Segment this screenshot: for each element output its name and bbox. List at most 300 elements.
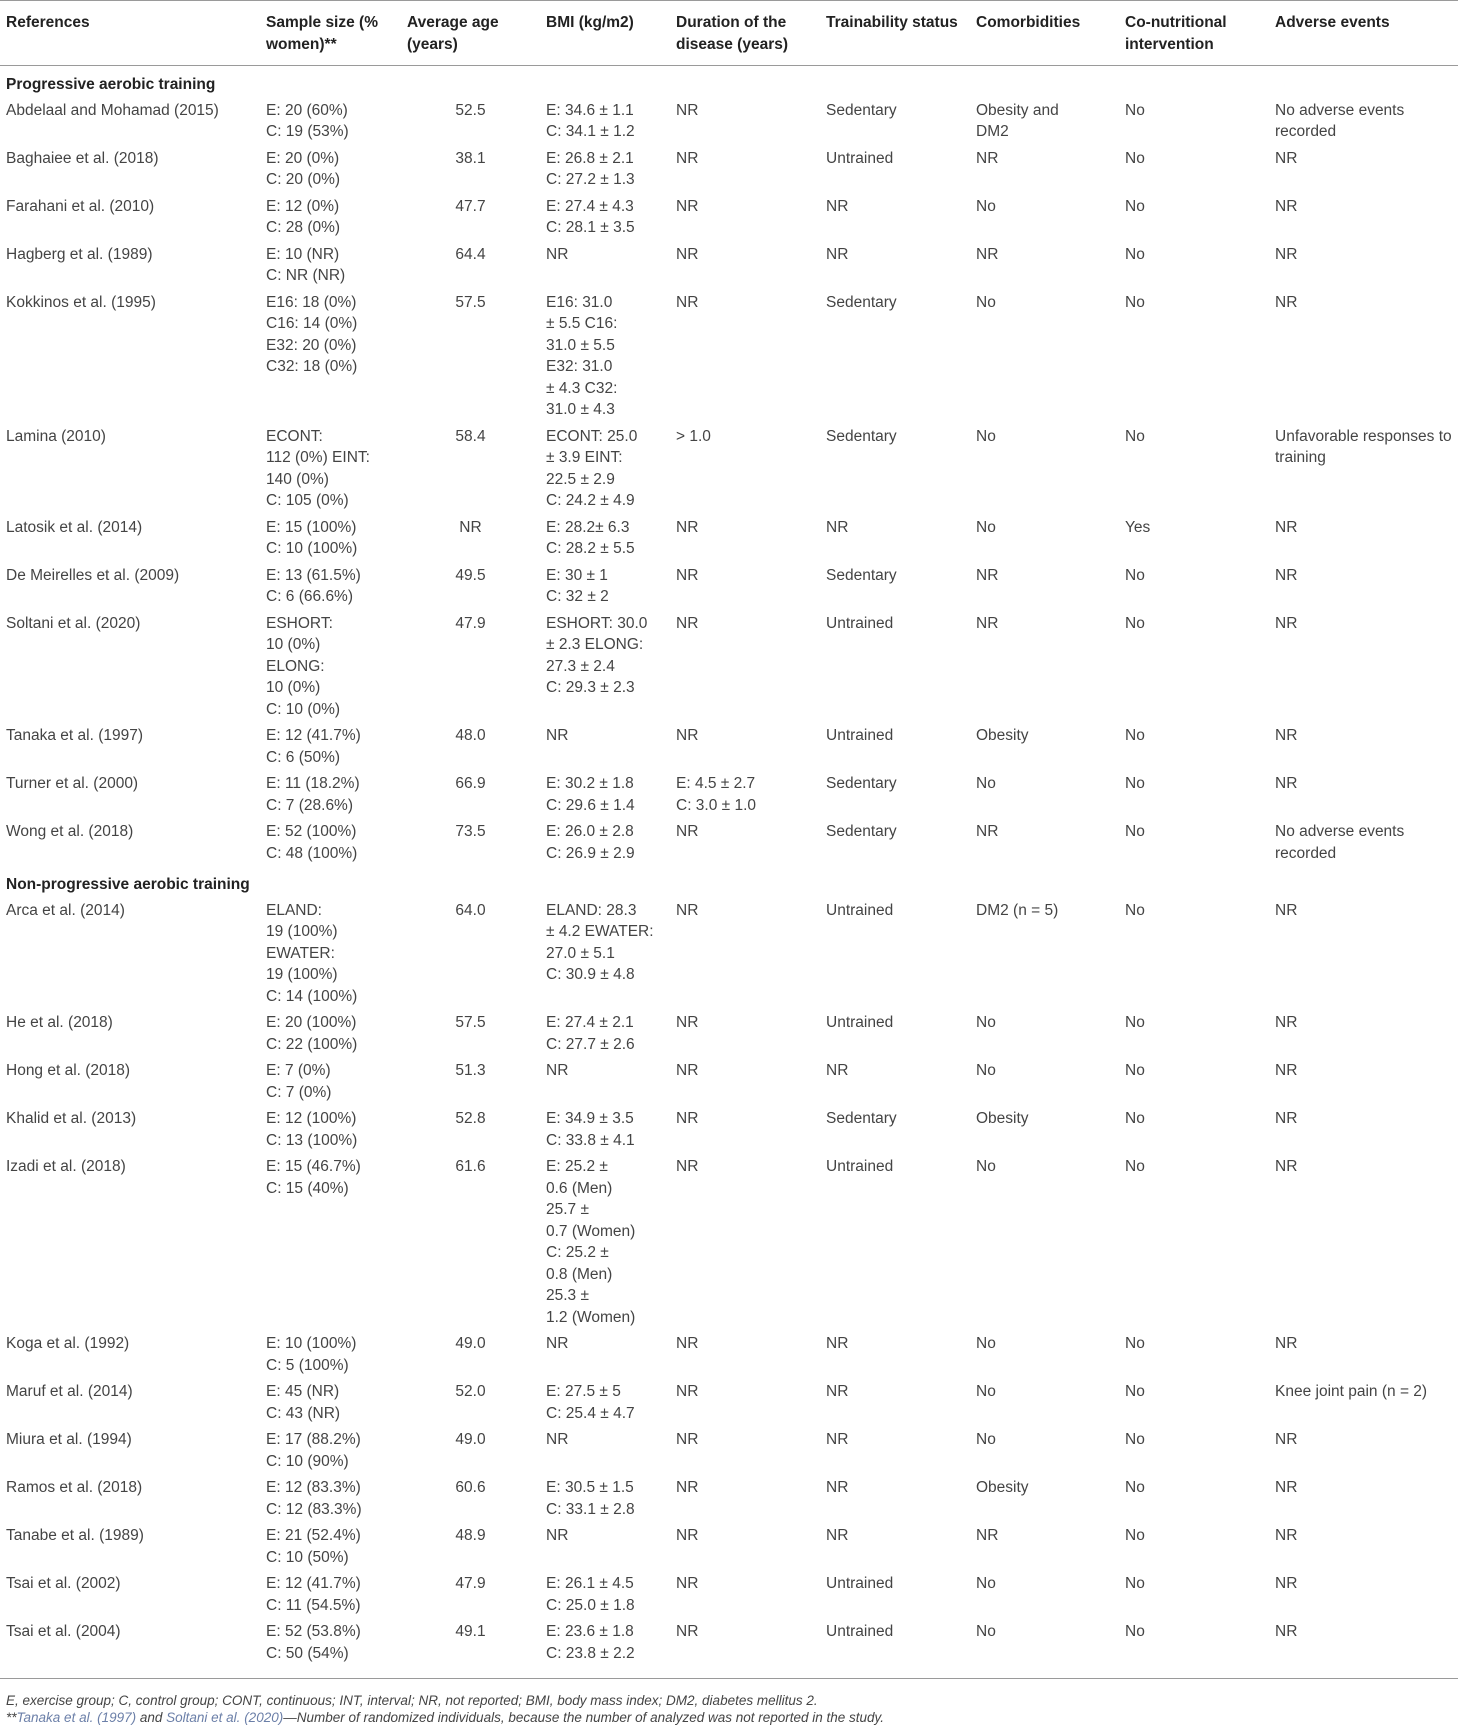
cell-sample-size bbox=[260, 1570, 401, 1618]
cell-co-nutritional: No bbox=[1125, 775, 1145, 792]
cell-trainability: NR bbox=[826, 1062, 849, 1079]
cell-duration-line: NR bbox=[676, 614, 699, 632]
cell-comorbidities-line: DM2 bbox=[976, 123, 1009, 140]
cell-comorbidities-line: No bbox=[976, 197, 996, 215]
cell-reference: Kokkinos et al. (1995) bbox=[6, 293, 156, 311]
table-row bbox=[0, 193, 1458, 241]
cell-average-age: 49.0 bbox=[455, 1335, 486, 1352]
cell-comorbidities-line: No bbox=[976, 1335, 996, 1352]
cell-bmi-line: ± 4.3 C32: bbox=[546, 379, 618, 397]
cell-average-age: 38.1 bbox=[455, 149, 486, 167]
cell-bmi-line: E: 27.4 ± 4.3 bbox=[546, 197, 634, 215]
footnote-ref-soltani[interactable]: Soltani et al. (2020) bbox=[166, 1710, 284, 1725]
cell-adverse-events bbox=[1269, 193, 1458, 241]
cell-comorbidities bbox=[970, 97, 1119, 145]
cell-comorbidities-line: No bbox=[976, 1623, 996, 1640]
cell-bmi-line: C: 27.7 ± 2.6 bbox=[546, 1035, 635, 1053]
cell-trainability: Untrained bbox=[826, 1575, 894, 1592]
cell-reference: Lamina (2010) bbox=[6, 427, 106, 445]
cell-reference: Farahani et al. (2010) bbox=[6, 197, 155, 215]
cell-comorbidities-line: NR bbox=[976, 1527, 999, 1544]
cell-adverse-events-line: No adverse events recorded bbox=[1275, 823, 1405, 862]
cell-average-age: 52.5 bbox=[455, 101, 486, 119]
cell-reference: Tanaka et al. (1997) bbox=[6, 727, 144, 744]
cell-sample-size-line: 19 (100%) bbox=[266, 966, 338, 983]
cell-adverse-events-line: NR bbox=[1275, 197, 1298, 215]
cell-duration-line: NR bbox=[676, 197, 699, 215]
cell-sample-size-line: E: 20 (100%) bbox=[266, 1014, 357, 1031]
cell-sample-size bbox=[260, 1618, 401, 1679]
cell-bmi-line: E: 30.5 ± 1.5 bbox=[546, 1479, 634, 1496]
cell-adverse-events bbox=[1269, 1618, 1458, 1679]
cell-trainability: NR bbox=[826, 1431, 849, 1448]
cell-bmi-line: NR bbox=[546, 727, 569, 744]
cell-sample-size-line: C: 6 (66.6%) bbox=[266, 588, 354, 605]
cell-comorbidities bbox=[970, 514, 1119, 562]
cell-sample-size bbox=[260, 1522, 401, 1570]
cell-duration-line: NR bbox=[676, 1527, 699, 1544]
header-comorbidities: Comorbidities bbox=[970, 1, 1119, 66]
cell-bmi-line: 25.3 ± bbox=[546, 1287, 589, 1304]
cell-reference: Tsai et al. (2002) bbox=[6, 1575, 121, 1592]
cell-bmi bbox=[540, 514, 670, 562]
cell-co-nutritional: No bbox=[1125, 614, 1145, 632]
cell-average-age: 52.8 bbox=[455, 1110, 486, 1127]
section-row bbox=[0, 866, 1458, 897]
cell-duration-line: NR bbox=[676, 1062, 699, 1079]
cell-reference: Koga et al. (1992) bbox=[6, 1335, 130, 1352]
cell-duration-line: NR bbox=[676, 1479, 699, 1496]
cell-adverse-events-line: NR bbox=[1275, 1014, 1298, 1031]
cell-sample-size bbox=[260, 1426, 401, 1474]
cell-average-age: 61.6 bbox=[455, 1158, 486, 1175]
cell-reference: Soltani et al. (2020) bbox=[6, 614, 141, 632]
cell-co-nutritional: No bbox=[1125, 293, 1145, 311]
cell-average-age: 64.0 bbox=[455, 901, 486, 919]
cell-trainability: Untrained bbox=[826, 901, 894, 919]
cell-sample-size bbox=[260, 1009, 401, 1057]
cell-bmi-line: 0.7 (Women) bbox=[546, 1222, 636, 1240]
cell-duration bbox=[670, 897, 820, 1010]
cell-bmi bbox=[540, 241, 670, 289]
cell-bmi-line: E: 23.6 ± 1.8 bbox=[546, 1623, 634, 1640]
cell-co-nutritional: No bbox=[1125, 149, 1145, 167]
table-row bbox=[0, 514, 1458, 562]
cell-sample-size-line: C: 48 (100%) bbox=[266, 844, 358, 862]
cell-sample-size-line: E: 12 (0%) bbox=[266, 197, 340, 215]
cell-duration bbox=[670, 562, 820, 610]
cell-bmi-line: 1.2 (Women) bbox=[546, 1308, 636, 1326]
cell-comorbidities-line: No bbox=[976, 1575, 996, 1592]
table-row bbox=[0, 1522, 1458, 1570]
cell-sample-size bbox=[260, 193, 401, 241]
cell-reference: Khalid et al. (2013) bbox=[6, 1110, 137, 1127]
cell-bmi-line: 0.6 (Men) bbox=[546, 1179, 613, 1197]
cell-duration-line: NR bbox=[676, 1431, 699, 1448]
cell-bmi bbox=[540, 1426, 670, 1474]
cell-comorbidities bbox=[970, 289, 1119, 423]
cell-average-age: 47.9 bbox=[455, 1575, 486, 1592]
cell-duration bbox=[670, 1153, 820, 1330]
cell-bmi-line: E: 34.9 ± 3.5 bbox=[546, 1110, 634, 1127]
cell-average-age: 49.5 bbox=[455, 566, 486, 584]
cell-adverse-events bbox=[1269, 1474, 1458, 1522]
cell-trainability: Sedentary bbox=[826, 1110, 897, 1127]
cell-bmi-line: NR bbox=[546, 1431, 569, 1448]
cell-sample-size bbox=[260, 1378, 401, 1426]
cell-co-nutritional: No bbox=[1125, 1014, 1145, 1031]
cell-adverse-events bbox=[1269, 1522, 1458, 1570]
cell-sample-size bbox=[260, 145, 401, 193]
cell-average-age: 52.0 bbox=[455, 1383, 486, 1400]
cell-adverse-events-line: NR bbox=[1275, 518, 1298, 536]
table-row bbox=[0, 289, 1458, 423]
cell-comorbidities-line: No bbox=[976, 1014, 996, 1031]
cell-duration bbox=[670, 241, 820, 289]
cell-trainability: NR bbox=[826, 1383, 849, 1400]
cell-duration bbox=[670, 1618, 820, 1679]
cell-sample-size bbox=[260, 1153, 401, 1330]
cell-bmi-line: E: 25.2 ± bbox=[546, 1158, 608, 1175]
cell-duration-line: NR bbox=[676, 245, 699, 263]
table-row bbox=[0, 1426, 1458, 1474]
cell-trainability: NR bbox=[826, 1527, 849, 1544]
cell-sample-size-line: C: 7 (0%) bbox=[266, 1083, 332, 1101]
cell-adverse-events-line: NR bbox=[1275, 1335, 1298, 1352]
cell-sample-size bbox=[260, 241, 401, 289]
cell-average-age: 49.1 bbox=[455, 1623, 486, 1640]
cell-adverse-events-line: NR bbox=[1275, 1527, 1298, 1544]
cell-comorbidities bbox=[970, 1426, 1119, 1474]
cell-comorbidities bbox=[970, 145, 1119, 193]
cell-bmi-line: C: 27.2 ± 1.3 bbox=[546, 171, 635, 188]
cell-comorbidities-line: No bbox=[976, 427, 996, 445]
cell-sample-size bbox=[260, 897, 401, 1010]
cell-average-age: 49.0 bbox=[455, 1431, 486, 1448]
cell-duration-line: NR bbox=[676, 1623, 699, 1640]
cell-trainability: Untrained bbox=[826, 614, 894, 632]
cell-comorbidities bbox=[970, 1057, 1119, 1105]
cell-reference: Turner et al. (2000) bbox=[6, 775, 139, 792]
cell-sample-size-line: C: 10 (90%) bbox=[266, 1452, 349, 1470]
cell-adverse-events bbox=[1269, 1153, 1458, 1330]
cell-duration-line: NR bbox=[676, 1110, 699, 1127]
cell-duration-line: NR bbox=[676, 901, 699, 919]
cell-bmi-line: E: 26.8 ± 2.1 bbox=[546, 149, 634, 167]
cell-co-nutritional: No bbox=[1125, 101, 1145, 119]
cell-sample-size bbox=[260, 1057, 401, 1105]
cell-sample-size-line: E: 20 (0%) bbox=[266, 149, 340, 167]
cell-comorbidities bbox=[970, 1009, 1119, 1057]
cell-comorbidities bbox=[970, 1522, 1119, 1570]
cell-sample-size-line: E: 17 (88.2%) bbox=[266, 1431, 361, 1448]
cell-sample-size-line: 10 (0%) bbox=[266, 679, 321, 696]
table-row bbox=[0, 1474, 1458, 1522]
cell-bmi-line: 31.0 ± 5.5 bbox=[546, 336, 615, 354]
cell-comorbidities-line: Obesity bbox=[976, 1110, 1029, 1127]
cell-bmi-line: C: 28.1 ± 3.5 bbox=[546, 219, 635, 236]
cell-bmi-line: E: 27.5 ± 5 bbox=[546, 1383, 621, 1400]
cell-bmi-line: E: 26.0 ± 2.8 bbox=[546, 823, 634, 840]
cell-trainability: NR bbox=[826, 1335, 849, 1352]
cell-sample-size bbox=[260, 610, 401, 723]
cell-bmi-line: ± 5.5 C16: bbox=[546, 315, 618, 332]
table-row bbox=[0, 423, 1458, 514]
section-title: Non-progressive aerobic training bbox=[6, 876, 250, 893]
cell-bmi-line: ± 4.2 EWATER: bbox=[546, 923, 654, 940]
table-row bbox=[0, 818, 1458, 866]
cell-comorbidities bbox=[970, 897, 1119, 1010]
cell-average-age: 51.3 bbox=[455, 1062, 486, 1079]
cell-reference: Baghaiee et al. (2018) bbox=[6, 149, 159, 167]
cell-bmi-line: ± 2.3 ELONG: bbox=[546, 636, 644, 653]
cell-co-nutritional: No bbox=[1125, 427, 1145, 445]
cell-duration-line: NR bbox=[676, 518, 699, 536]
cell-reference: Tanabe et al. (1989) bbox=[6, 1527, 144, 1544]
cell-sample-size-line: ELAND: bbox=[266, 901, 322, 919]
cell-co-nutritional: No bbox=[1125, 901, 1145, 919]
cell-duration-line: NR bbox=[676, 101, 699, 119]
cell-co-nutritional: No bbox=[1125, 245, 1145, 263]
cell-average-age: 48.9 bbox=[455, 1527, 486, 1544]
cell-sample-size-line: E: 7 (0%) bbox=[266, 1062, 331, 1079]
cell-adverse-events bbox=[1269, 562, 1458, 610]
cell-bmi-line: C: 25.2 ± bbox=[546, 1244, 609, 1261]
cell-adverse-events bbox=[1269, 1426, 1458, 1474]
section-title: Progressive aerobic training bbox=[6, 76, 216, 93]
cell-average-age: 64.4 bbox=[455, 245, 486, 263]
cell-sample-size-line: E: 21 (52.4%) bbox=[266, 1527, 361, 1544]
table-row bbox=[0, 1153, 1458, 1330]
cell-adverse-events-line: NR bbox=[1275, 245, 1298, 263]
cell-sample-size-line: C16: 14 (0%) bbox=[266, 315, 358, 332]
cell-trainability: Sedentary bbox=[826, 775, 897, 792]
cell-sample-size-line: C: 14 (100%) bbox=[266, 987, 358, 1005]
table-row bbox=[0, 770, 1458, 818]
cell-sample-size bbox=[260, 722, 401, 770]
cell-co-nutritional: No bbox=[1125, 197, 1145, 215]
table-row bbox=[0, 722, 1458, 770]
cell-comorbidities-line: Obesity and bbox=[976, 101, 1059, 119]
cell-duration bbox=[670, 1570, 820, 1618]
cell-comorbidities bbox=[970, 610, 1119, 723]
cell-bmi bbox=[540, 1330, 670, 1378]
cell-adverse-events bbox=[1269, 1105, 1458, 1153]
cell-sample-size-line: C: 6 (50%) bbox=[266, 748, 341, 766]
cell-sample-size bbox=[260, 1330, 401, 1378]
cell-sample-size-line: E: 13 (61.5%) bbox=[266, 566, 361, 584]
cell-adverse-events-line: NR bbox=[1275, 293, 1298, 311]
cell-sample-size bbox=[260, 514, 401, 562]
cell-sample-size-line: C: 105 (0%) bbox=[266, 492, 349, 509]
cell-bmi-line: C: 28.2 ± 5.5 bbox=[546, 540, 635, 557]
cell-sample-size bbox=[260, 818, 401, 866]
cell-average-age: 47.9 bbox=[455, 614, 486, 632]
cell-bmi-line: E: 30 ± 1 bbox=[546, 566, 608, 584]
cell-co-nutritional: No bbox=[1125, 1062, 1145, 1079]
cell-reference: Hagberg et al. (1989) bbox=[6, 245, 153, 263]
header-average-age: Average age (years) bbox=[401, 1, 540, 66]
cell-duration bbox=[670, 1378, 820, 1426]
cell-duration bbox=[670, 1057, 820, 1105]
table-row bbox=[0, 1618, 1458, 1679]
cell-adverse-events bbox=[1269, 97, 1458, 145]
cell-duration bbox=[670, 1522, 820, 1570]
cell-reference: Tsai et al. (2004) bbox=[6, 1623, 121, 1640]
cell-comorbidities-line: No bbox=[976, 1158, 996, 1175]
cell-trainability: Sedentary bbox=[826, 293, 897, 311]
cell-sample-size-line: C: 11 (54.5%) bbox=[266, 1596, 361, 1614]
cell-trainability: Untrained bbox=[826, 727, 894, 744]
cell-average-age: 60.6 bbox=[455, 1479, 486, 1496]
header-trainability: Trainability status bbox=[820, 1, 970, 66]
cell-bmi-line: 25.7 ± bbox=[546, 1201, 589, 1218]
cell-sample-size-line: ELONG: bbox=[266, 657, 325, 675]
cell-average-age: 57.5 bbox=[455, 293, 486, 311]
cell-duration bbox=[670, 514, 820, 562]
cell-adverse-events bbox=[1269, 241, 1458, 289]
cell-sample-size-line: C: 22 (100%) bbox=[266, 1035, 358, 1053]
header-bmi: BMI (kg/m2) bbox=[540, 1, 670, 66]
cell-sample-size-line: C: 10 (100%) bbox=[266, 540, 358, 557]
cell-sample-size-line: C: 5 (100%) bbox=[266, 1356, 349, 1374]
cell-bmi bbox=[540, 1474, 670, 1522]
cell-co-nutritional: No bbox=[1125, 1335, 1145, 1352]
cell-comorbidities bbox=[970, 1330, 1119, 1378]
cell-average-age: 47.7 bbox=[455, 197, 486, 215]
cell-bmi-line: 22.5 ± 2.9 bbox=[546, 470, 615, 488]
cell-sample-size-line: 10 (0%) bbox=[266, 636, 321, 653]
cell-bmi-line: C: 24.2 ± 4.9 bbox=[546, 492, 635, 509]
cell-trainability: Sedentary bbox=[826, 427, 897, 445]
cell-co-nutritional: No bbox=[1125, 1575, 1145, 1592]
cell-adverse-events-line: NR bbox=[1275, 614, 1298, 632]
cell-sample-size-line: E: 12 (41.7%) bbox=[266, 1575, 361, 1592]
cell-bmi-line: 31.0 ± 4.3 bbox=[546, 401, 615, 418]
cell-reference: Wong et al. (2018) bbox=[6, 823, 134, 840]
cell-trainability: NR bbox=[826, 245, 849, 263]
cell-co-nutritional: No bbox=[1125, 1479, 1145, 1496]
cell-trainability: Sedentary bbox=[826, 101, 897, 119]
cell-bmi-line: C: 32 ± 2 bbox=[546, 588, 609, 605]
cell-sample-size-line: E: 20 (60%) bbox=[266, 101, 348, 119]
cell-co-nutritional: No bbox=[1125, 823, 1145, 840]
cell-average-age: NR bbox=[459, 518, 482, 536]
cell-sample-size bbox=[260, 562, 401, 610]
cell-bmi-line: 27.0 ± 5.1 bbox=[546, 944, 615, 962]
cell-average-age: 48.0 bbox=[455, 727, 486, 744]
cell-bmi-line: C: 26.9 ± 2.9 bbox=[546, 844, 635, 862]
cell-average-age: 66.9 bbox=[455, 775, 486, 792]
header-references: References bbox=[0, 1, 260, 66]
cell-adverse-events-line: No adverse events recorded bbox=[1275, 101, 1405, 140]
cell-adverse-events bbox=[1269, 1009, 1458, 1057]
header-row bbox=[0, 1, 1458, 66]
cell-bmi-line: E: 26.1 ± 4.5 bbox=[546, 1575, 634, 1592]
cell-duration-line: NR bbox=[676, 823, 699, 840]
cell-comorbidities-line: Obesity bbox=[976, 727, 1029, 744]
cell-trainability: Untrained bbox=[826, 1623, 894, 1640]
cell-trainability: Untrained bbox=[826, 1014, 894, 1031]
cell-bmi-line: 0.8 (Men) bbox=[546, 1265, 613, 1283]
cell-sample-size-line: ESHORT: bbox=[266, 614, 333, 632]
cell-sample-size-line: 19 (100%) bbox=[266, 923, 338, 940]
cell-sample-size-line: E: 52 (100%) bbox=[266, 823, 357, 840]
cell-sample-size-line: C: 43 (NR) bbox=[266, 1404, 341, 1422]
table-row bbox=[0, 241, 1458, 289]
cell-adverse-events bbox=[1269, 1057, 1458, 1105]
section-row bbox=[0, 66, 1458, 97]
cell-comorbidities-line: NR bbox=[976, 566, 999, 584]
cell-duration bbox=[670, 1009, 820, 1057]
cell-duration-line: NR bbox=[676, 1383, 699, 1400]
cell-bmi-line: C: 23.8 ± 2.2 bbox=[546, 1644, 635, 1662]
footnote-ref-tanaka[interactable]: Tanaka et al. (1997) bbox=[16, 1710, 137, 1725]
table-body bbox=[0, 66, 1458, 1679]
cell-sample-size-line: C: 15 (40%) bbox=[266, 1179, 349, 1197]
cell-reference: Izadi et al. (2018) bbox=[6, 1158, 126, 1175]
cell-co-nutritional: No bbox=[1125, 1158, 1145, 1175]
cell-duration bbox=[670, 193, 820, 241]
header-co-nutritional: Co-nutritional intervention bbox=[1119, 1, 1269, 66]
cell-duration bbox=[670, 145, 820, 193]
cell-comorbidities-line: NR bbox=[976, 245, 999, 263]
cell-bmi-line: C: 25.4 ± 4.7 bbox=[546, 1404, 635, 1422]
cell-comorbidities-line: NR bbox=[976, 823, 999, 840]
cell-sample-size bbox=[260, 1474, 401, 1522]
cell-bmi bbox=[540, 897, 670, 1010]
cell-duration bbox=[670, 722, 820, 770]
cell-reference: Arca et al. (2014) bbox=[6, 901, 125, 919]
cell-comorbidities-line: No bbox=[976, 518, 996, 536]
cell-bmi-line: E: 27.4 ± 2.1 bbox=[546, 1014, 634, 1031]
cell-bmi bbox=[540, 770, 670, 818]
cell-sample-size bbox=[260, 423, 401, 514]
cell-bmi bbox=[540, 1618, 670, 1679]
cell-comorbidities bbox=[970, 423, 1119, 514]
cell-sample-size-line: C: 19 (53%) bbox=[266, 123, 349, 140]
cell-duration-line: NR bbox=[676, 1335, 699, 1352]
cell-sample-size-line: E: 15 (100%) bbox=[266, 518, 357, 536]
cell-bmi bbox=[540, 97, 670, 145]
table-row bbox=[0, 1378, 1458, 1426]
cell-adverse-events-line: Knee joint pain (n = 2) bbox=[1275, 1383, 1428, 1400]
footnote-randomized bbox=[6, 1709, 1446, 1726]
footnote-note: —Number of randomized individuals, because the number of analyzed was not reported in the study. bbox=[283, 1710, 885, 1725]
cell-duration-line: > 1.0 bbox=[676, 427, 711, 445]
cell-trainability: NR bbox=[826, 197, 849, 215]
cell-trainability: Untrained bbox=[826, 1158, 894, 1175]
cell-duration bbox=[670, 1330, 820, 1378]
cell-adverse-events-line: NR bbox=[1275, 1575, 1298, 1592]
cell-reference: Latosik et al. (2014) bbox=[6, 518, 143, 536]
cell-adverse-events bbox=[1269, 1330, 1458, 1378]
cell-reference: De Meirelles et al. (2009) bbox=[6, 566, 180, 584]
cell-duration-line: NR bbox=[676, 149, 699, 167]
cell-duration-line: NR bbox=[676, 566, 699, 584]
cell-bmi bbox=[540, 289, 670, 423]
cell-sample-size-line: C32: 18 (0%) bbox=[266, 358, 358, 375]
cell-comorbidities-line: No bbox=[976, 775, 996, 792]
cell-trainability: Sedentary bbox=[826, 823, 897, 840]
cell-sample-size-line: E32: 20 (0%) bbox=[266, 336, 357, 354]
cell-bmi-line: C: 30.9 ± 4.8 bbox=[546, 966, 635, 983]
cell-average-age: 58.4 bbox=[455, 427, 486, 445]
table-row bbox=[0, 1105, 1458, 1153]
cell-bmi-line: C: 25.0 ± 1.8 bbox=[546, 1596, 635, 1614]
cell-average-age: 73.5 bbox=[455, 823, 486, 840]
table-row bbox=[0, 897, 1458, 1010]
